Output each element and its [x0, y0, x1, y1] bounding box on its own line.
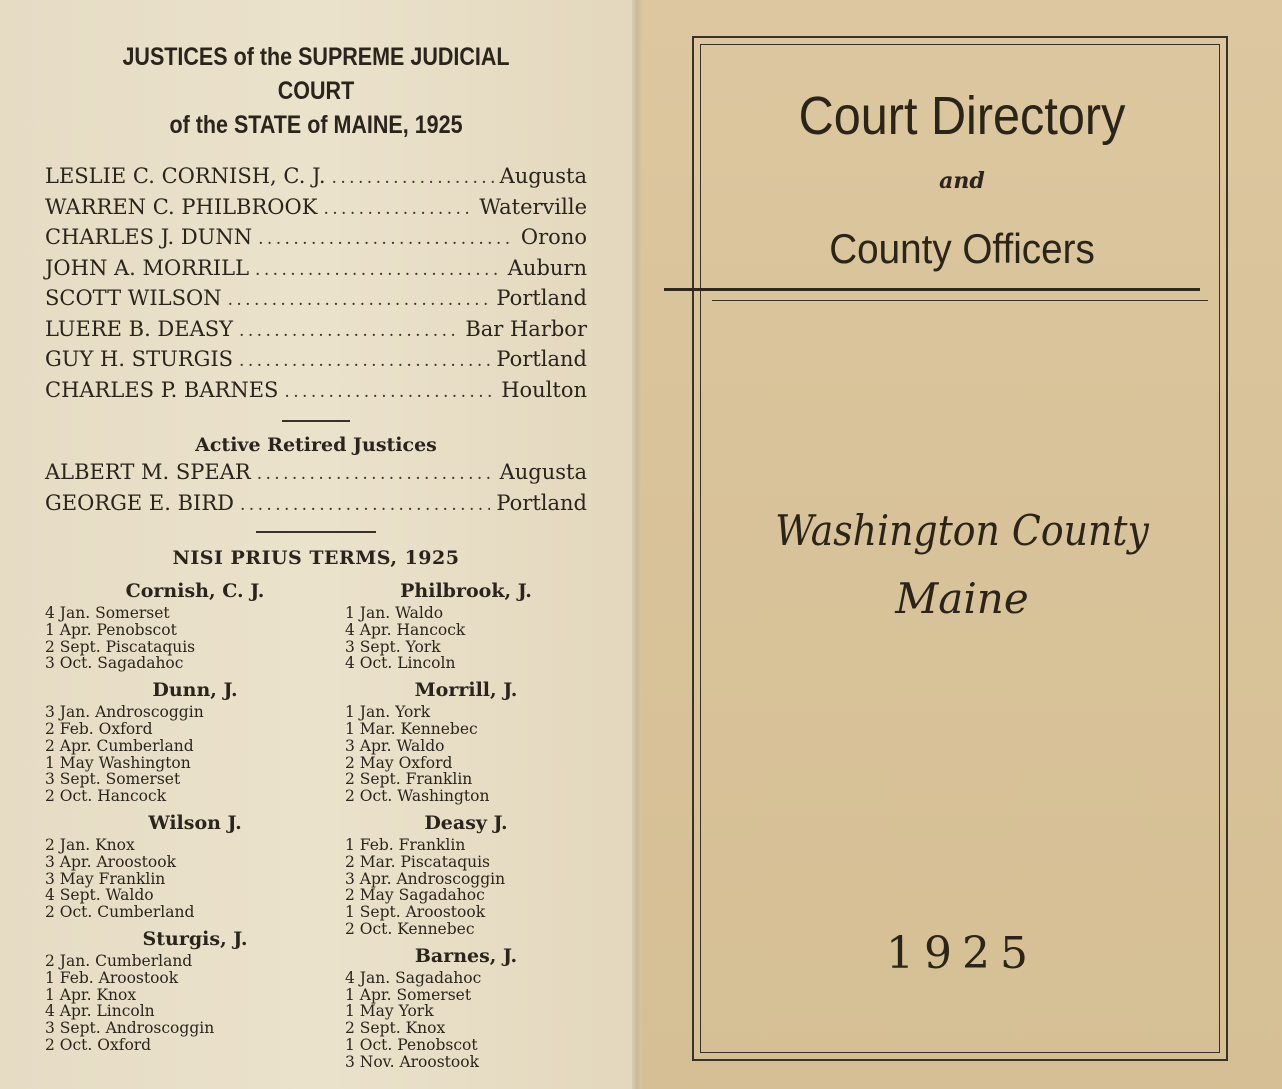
term-line: 1 Jan. Waldo	[345, 604, 444, 622]
cover-subtitle: County Officers	[829, 225, 1095, 272]
judge-name: Dunn, J.	[152, 679, 238, 702]
term-line: 1 Feb. Franklin	[345, 835, 466, 854]
judge-terms	[45, 579, 345, 672]
term-line: 2 Jan. Cumberland	[45, 951, 193, 970]
cover-year: 1925	[886, 928, 1038, 979]
title-line-1: JUSTICES of the SUPREME JUDICIAL COURT	[122, 43, 510, 105]
term-line: 3 Jan. Androscoggin	[45, 703, 204, 722]
justice-row	[45, 489, 587, 520]
cover-page	[642, 0, 1282, 1089]
justice-row	[45, 223, 587, 254]
justice-row	[45, 284, 587, 315]
term-line: 2 Mar. Piscataquis	[345, 852, 491, 871]
justice-city: Waterville	[479, 194, 587, 219]
justice-name: LESLIE C. CORNISH, C. J.	[45, 164, 326, 188]
leader-dots	[240, 491, 490, 520]
cover-separator-thin	[712, 300, 1208, 301]
justice-city: Portland	[496, 490, 587, 515]
justices-title	[83, 40, 549, 142]
justice-row	[45, 458, 587, 489]
term-line: 1 Jan. York	[345, 703, 431, 722]
judge-name: Morrill, J.	[414, 679, 518, 702]
term-line: 3 Apr. Aroostook	[45, 852, 176, 871]
term-line: 2 Feb. Oxford	[45, 719, 153, 738]
term-line: 2 Oct. Washington	[345, 787, 490, 806]
term-line: 1 Sept. Aroostook	[345, 903, 486, 922]
justice-name: GEORGE E. BIRD	[45, 490, 234, 515]
judge-name: Philbrook, J.	[400, 580, 532, 602]
judge-name: Deasy J.	[424, 811, 508, 834]
leader-dots	[284, 378, 495, 407]
term-line: 2 Sept. Piscataquis	[45, 637, 196, 656]
terms-grid	[45, 579, 587, 1077]
term-line: 3 Apr. Androscoggin	[345, 869, 506, 888]
judge-name: Cornish, C. J.	[125, 580, 265, 602]
justice-city: Portland	[496, 347, 587, 371]
judge-terms	[345, 811, 587, 938]
judge-terms	[45, 811, 345, 921]
divider	[256, 531, 376, 533]
terms-column-right	[345, 579, 587, 1077]
term-line: 2 May Oxford	[345, 753, 453, 772]
justice-name: GUY H. STURGIS	[45, 347, 234, 371]
judge-terms	[345, 678, 587, 805]
term-line: 2 Jan. Knox	[45, 835, 135, 854]
justice-name: SCOTT WILSON	[45, 286, 222, 310]
term-line: 3 May Franklin	[45, 869, 166, 888]
justice-row	[45, 376, 587, 407]
judge-terms	[345, 944, 587, 1071]
term-line: 2 Oct. Cumberland	[45, 903, 195, 922]
term-line: 1 Apr. Somerset	[345, 985, 472, 1004]
leader-dots	[257, 460, 494, 489]
justice-city: Bar Harbor	[465, 316, 587, 341]
leader-dots	[323, 195, 473, 224]
leader-dots	[239, 347, 490, 376]
term-line: 4 Jan. Somerset	[45, 604, 170, 622]
term-line: 3 Nov. Aroostook	[345, 1052, 479, 1071]
term-line: 4 Jan. Sagadahoc	[345, 968, 482, 987]
justice-city: Augusta	[499, 164, 587, 188]
leader-dots	[332, 164, 494, 193]
term-line: 2 Apr. Cumberland	[45, 736, 194, 755]
term-line: 2 Oct. Kennebec	[345, 919, 475, 938]
page-fold	[632, 0, 642, 1089]
justice-name: WARREN C. PHILBROOK	[45, 194, 318, 219]
term-line: 1 Apr. Knox	[45, 985, 137, 1004]
leader-dots	[239, 317, 459, 346]
justice-row	[45, 345, 587, 376]
leader-dots	[258, 225, 515, 254]
retired-heading: Active Retired Justices	[195, 434, 437, 456]
term-line: 3 Sept. York	[345, 637, 441, 656]
term-line: 1 Apr. Penobscot	[45, 620, 177, 639]
judge-name: Sturgis, J.	[142, 927, 248, 950]
term-line: 3 Apr. Waldo	[345, 736, 445, 755]
term-line: 2 May Sagadahoc	[345, 886, 485, 905]
terms-heading: NISI PRIUS TERMS, 1925	[172, 547, 460, 569]
term-line: 3 Sept. Somerset	[45, 770, 181, 789]
term-line: 2 Oct. Hancock	[45, 787, 167, 806]
divider	[282, 420, 350, 422]
justice-city: Orono	[520, 225, 587, 249]
term-line: 1 Feb. Aroostook	[45, 968, 179, 987]
justice-city: Augusta	[499, 460, 587, 484]
title-line-2: of the STATE of MAINE, 1925	[169, 111, 463, 139]
judge-terms	[45, 678, 345, 805]
judge-terms	[345, 579, 587, 672]
justice-name: ALBERT M. SPEAR	[45, 460, 251, 484]
justice-row	[45, 193, 587, 224]
judge-terms	[45, 927, 345, 1054]
justice-row	[45, 254, 587, 285]
justice-name: CHARLES J. DUNN	[45, 225, 253, 249]
term-line: 4 Apr. Hancock	[345, 620, 466, 639]
term-line: 4 Oct. Lincoln	[345, 654, 456, 673]
justice-city: Houlton	[501, 377, 587, 402]
term-line: 2 Sept. Knox	[345, 1019, 446, 1038]
term-line: 2 Oct. Oxford	[45, 1035, 152, 1054]
cover-title: Court Directory	[798, 86, 1126, 146]
term-line: 1 Mar. Kennebec	[345, 719, 478, 738]
term-line: 3 Sept. Androscoggin	[45, 1019, 215, 1038]
retired-list	[45, 458, 587, 519]
justice-name: LUERE B. DEASY	[45, 316, 234, 341]
cover-state: Maine	[895, 574, 1029, 623]
cover-separator	[664, 288, 1200, 291]
term-line: 1 May Washington	[45, 753, 191, 772]
justice-row	[45, 315, 587, 346]
judge-name: Wilson J.	[148, 811, 242, 834]
term-line: 4 Apr. Lincoln	[45, 1002, 155, 1021]
inside-page	[0, 0, 637, 1089]
justice-city: Auburn	[507, 255, 587, 280]
leader-dots	[255, 256, 502, 285]
justice-row	[45, 162, 587, 193]
term-line: 1 Oct. Penobscot	[345, 1035, 478, 1054]
judge-name: Barnes, J.	[414, 944, 518, 967]
justices-list	[45, 162, 587, 406]
terms-column-left	[45, 579, 345, 1077]
cover-and: and	[939, 168, 985, 194]
term-line: 4 Sept. Waldo	[45, 886, 154, 905]
justice-city: Portland	[496, 286, 587, 310]
justice-name: JOHN A. MORRILL	[45, 255, 250, 280]
term-line: 1 May York	[345, 1002, 434, 1021]
term-line: 3 Oct. Sagadahoc	[45, 654, 184, 673]
justice-name: CHARLES P. BARNES	[45, 377, 279, 402]
term-line: 2 Sept. Franklin	[345, 770, 473, 789]
leader-dots	[228, 286, 491, 315]
cover-county: Washington County	[775, 506, 1149, 555]
